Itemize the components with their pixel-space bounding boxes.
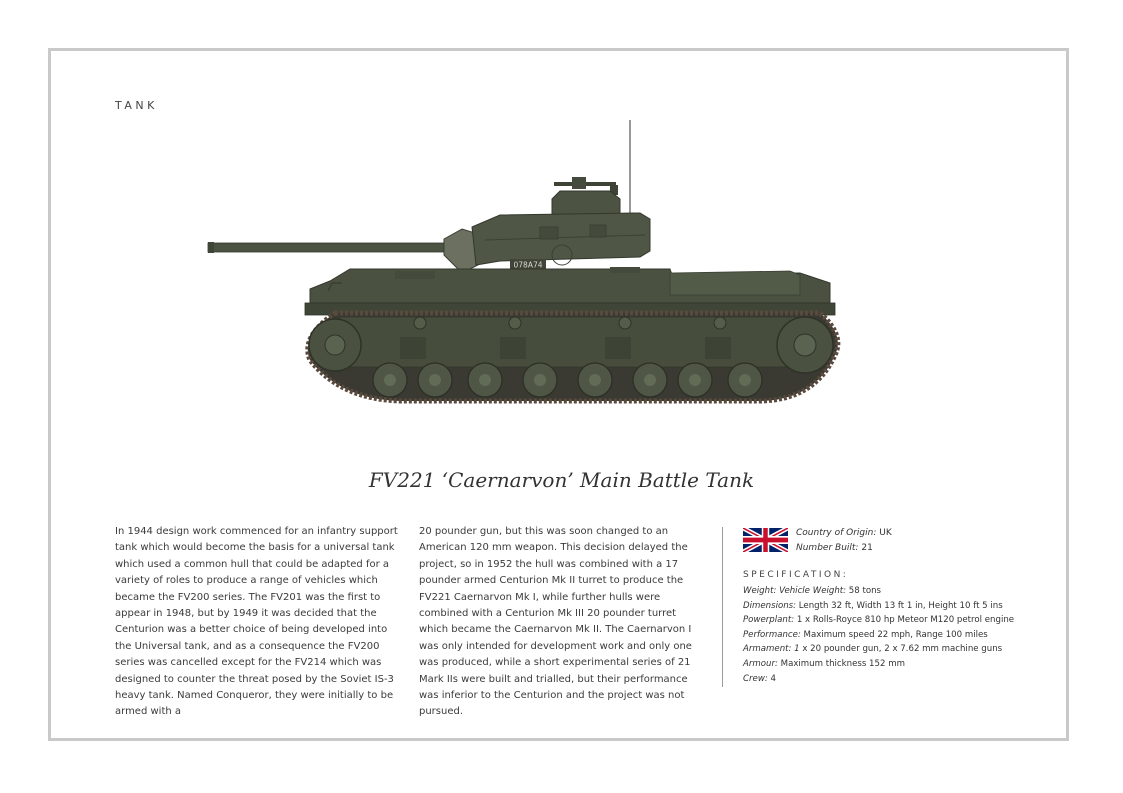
tank-side-profile (200, 115, 850, 415)
specification-heading: SPECIFICATION: (743, 570, 849, 580)
vehicle-title: FV221 ‘Caernarvon’ Main Battle Tank (368, 468, 755, 492)
spec-row-weight: Weight: Vehicle Weight: 58 tons (743, 586, 881, 596)
origin-info (796, 526, 892, 556)
spec-row-armour: Armour: Maximum thickness 152 mm (743, 658, 905, 669)
spec-row-dimensions: Dimensions: Length 32 ft, Width 13 ft 1 in, Height 10 ft 5 ins (743, 600, 1003, 611)
number-built: Number Built: 21 (796, 543, 873, 553)
spec-row-armament: Armament: 1 x 20 pounder gun, 2 x 7.62 mm machine guns (743, 644, 1003, 655)
commander-cupola (552, 191, 620, 215)
category-label: TANK (115, 99, 158, 112)
country-of-origin: Country of Origin: UK (796, 528, 892, 538)
spec-row-performance: Performance: Maximum speed 22 mph, Range 100 miles (743, 629, 988, 640)
tank-illustration (200, 115, 850, 415)
description-column-2: 20 pounder gun, but this was soon changed to an American 120 mm weapon. This decision delayed the project, so in 1952 the hull was combined with a 17 pounder armed Centurion Mk II turret to produce the FV221 Caernarvon Mk I, while further hulls were combined with a Centurion Mk III 20 pounder turret which became the Caernarvon Mk II. The Caernarvon I was only intended for development work and only one was produced, while a short experimental series of 21 Mark IIs were built and trialled, but their performance was inferior to the Centurion and the project was not pursued. (419, 526, 692, 718)
hull-marking: 078A74 (513, 260, 543, 270)
turret (472, 213, 650, 265)
main-gun-barrel (208, 243, 448, 252)
column-divider (722, 527, 723, 687)
spec-row-powerplant: Powerplant: 1 x Rolls-Royce 810 hp Meteor M120 petrol engine (743, 615, 1015, 626)
description-column-1: In 1944 design work commenced for an infantry support tank which would become the basis for a universal tank which used a common hull that could be adapted for a variety of roles to produce a range of vehicles which became the FV200 series. The FV201 was the first to appear in 1948, but by 1949 it was decided that the Centurion was a better choice of being developed into the Universal tank, and as a consequence the FV200 series was cancelled except for the FV214 which was designed to counter the threat posed by the Soviet IS-3 heavy tank. Named Conqueror, they were initially to be armed with a (115, 526, 398, 718)
union-jack-flag-icon (743, 528, 788, 552)
spec-row-crew: Crew: 4 (743, 673, 776, 684)
specification-list (743, 584, 1014, 686)
